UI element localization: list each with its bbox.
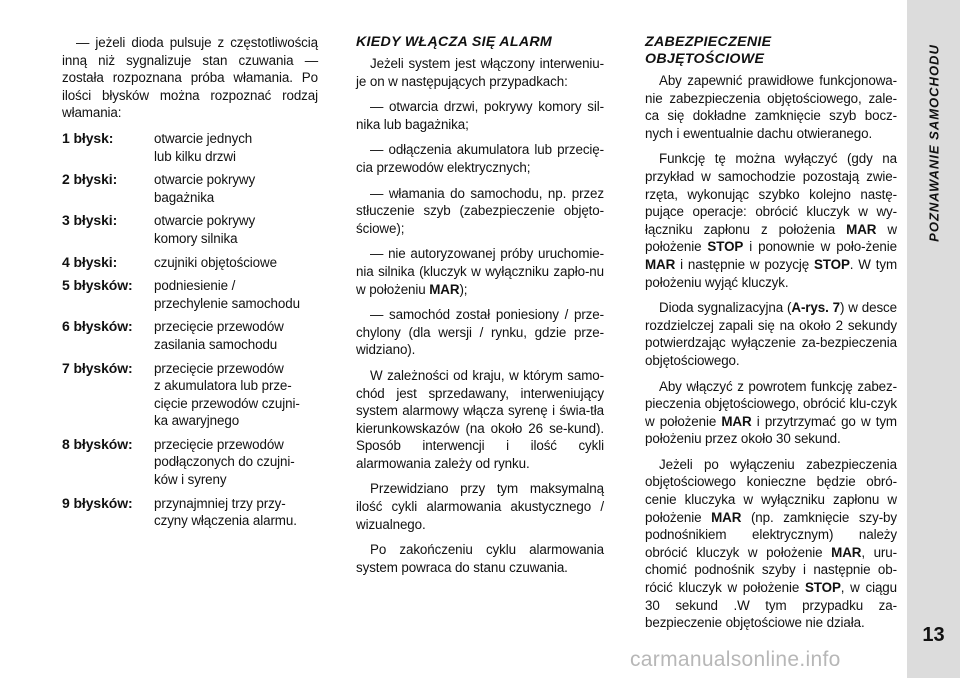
paragraph: Aby zapewnić prawidłowe funkcjonowa-nie zabezpieczenia objętościowego, zale-ca się dokładne zamknięcie szyb bocz-nych i ewentualnie dachu otwieranego. [645,73,897,141]
list-item-paragraph: — nie autoryzowanej próby uruchomie-nia silnika (kluczyk w wyłączniku zapło-nu w położeniu MAR); [356,246,604,297]
blink-code-row [62,318,318,353]
blink-code-meaning: otwarcie jednych lub kilku drzwi [154,130,253,164]
column-alarm-triggers [356,34,604,584]
blink-code-row [62,212,318,247]
blink-code-label: 7 błysków: [62,359,133,376]
paragraph: Przewidziano przy tym maksymalną ilość cykli alarmowania akustycznego / wizualnego. [356,481,604,532]
blink-code-label: 4 błyski: [62,253,118,270]
blink-code-meaning: czujniki objętościowe [154,254,277,270]
blink-code-meaning: podniesienie / przechylenie samochodu [154,278,300,311]
blink-code-label: 1 błysk: [62,129,114,146]
blink-code-row [62,277,318,312]
chapter-title-text: POZNAWANIE SAMOCHODU [926,44,941,242]
blink-code-label: 2 błyski: [62,171,118,188]
list-item-paragraph: — włamania do samochodu, np. przez stłuczenie szyb (zabezpieczenie objęto-ściowe); [356,185,604,236]
list-item-paragraph: — samochód został poniesiony / prze-chylony (dla wersji / rynku, gdzie prze-widziano). [356,307,604,358]
blink-code-label: 9 błysków: [62,494,133,511]
watermark-text: carmanualsonline.info [630,648,841,671]
blink-code-meaning: przynajmniej trzy przy- czyny włączenia alarmu. [154,495,297,529]
paragraph: Po zakończeniu cyklu alarmowania system powraca do stanu czuwania. [356,542,604,575]
section-heading-alarm: KIEDY WŁĄCZA SIĘ ALARM [356,34,553,50]
paragraph: Jeżeli system jest włączony interweniu-je on w następujących przypadkach: [356,56,604,89]
blink-code-row [62,495,318,530]
blink-code-meaning: otwarcie pokrywy komory silnika [154,213,256,246]
blink-code-row [62,130,318,165]
blink-code-meaning: otwarcie pokrywy bagażnika [154,172,256,205]
blink-code-label: 6 błysków: [62,318,133,335]
blink-code-row [62,360,318,430]
blink-code-label: 3 błyski: [62,212,118,229]
list-item-paragraph: — otwarcia drzwi, pokrywy komory sil-nika lub bagażnika; [356,99,604,132]
blink-code-meaning: przecięcie przewodów zasilania samochodu [154,319,284,352]
page-number: 13 [922,624,945,646]
intro-paragraph: — jeżeli dioda pulsuje z częstotliwością inną niż sygnalizuje stan czuwania — została rozpoznana próba włamania. Po ilości błysków można rozpoznać rodzaj włamania: [62,35,318,121]
paragraph: Funkcję tę można wyłączyć (gdy na przykład w samochodzie pozostają zwie-rzęta, wykonując szybko kolejno nastę-pujące operacje: obrócić kluczyk w wy-łączniku zapłonu z położenia MAR w położenie STOP i ponownie w poło-żenie MAR i następnie w pozycję STOP. W tym położeniu wyjąć kluczyk. [645,151,897,290]
paragraph: Dioda sygnalizacyjna (A-rys. 7) w desce rozdzielczej zapali się na około 2 sekundy potwierdzając wyłączenie za-bezpieczenia objętościowego. [645,300,897,368]
blink-code-label: 8 błysków: [62,435,133,452]
paragraph: W zależności od kraju, w którym samo-chód jest sprzedawany, interweniujący system alarmowy włącza syrenę i świa-tła kierunkowskazów (na około 26 se-kund). Sposób interwencji i ilość cykli alarmowania zależy od rynku. [356,367,604,471]
blink-code-row [62,254,318,272]
blink-code-meaning: przecięcie przewodów podłączonych do czujni- ków i syreny [154,436,295,488]
blink-code-label: 5 błysków: [62,277,133,294]
section-heading-volumetric: ZABEZPIECZENIE OBJĘTOŚCIOWE [645,34,772,67]
paragraph: Aby włączyć z powrotem funkcję zabez-pieczenia objętościowego, obrócić klu-czyk w położenie MAR i przytrzymać go w tym położeniu przez około 30 sekund. [645,378,897,447]
blink-code-meaning: przecięcie przewodów z akumulatora lub prze- cięcie przewodów czujni- ka awaryjnego [154,360,300,429]
blink-code-list [62,130,318,530]
blink-code-row [62,436,318,489]
blink-code-row [62,171,318,206]
list-item-paragraph: — odłączenia akumulatora lub przecię-cia przewodów elektrycznych; [356,142,604,175]
chapter-title [907,28,960,258]
column-volumetric-protection [645,34,897,640]
column-blink-codes [62,34,318,530]
paragraph: Jeżeli po wyłączeniu zabezpieczenia objętościowego konieczne będzie obró-cenie kluczyka w wyłączniku zapłonu w położenie MAR (np. zamknięcie szy-by podnośnikiem elektrycznym) należy obrócić kluczyk w położenie MAR, uru-chomić podnośnik szyby i następnie ob-rócić kluczyk w położenie STOP, w ciągu 30 sekund .W tym przypadku za-bezpieczenie objętościowe nie działa. [645,456,897,631]
